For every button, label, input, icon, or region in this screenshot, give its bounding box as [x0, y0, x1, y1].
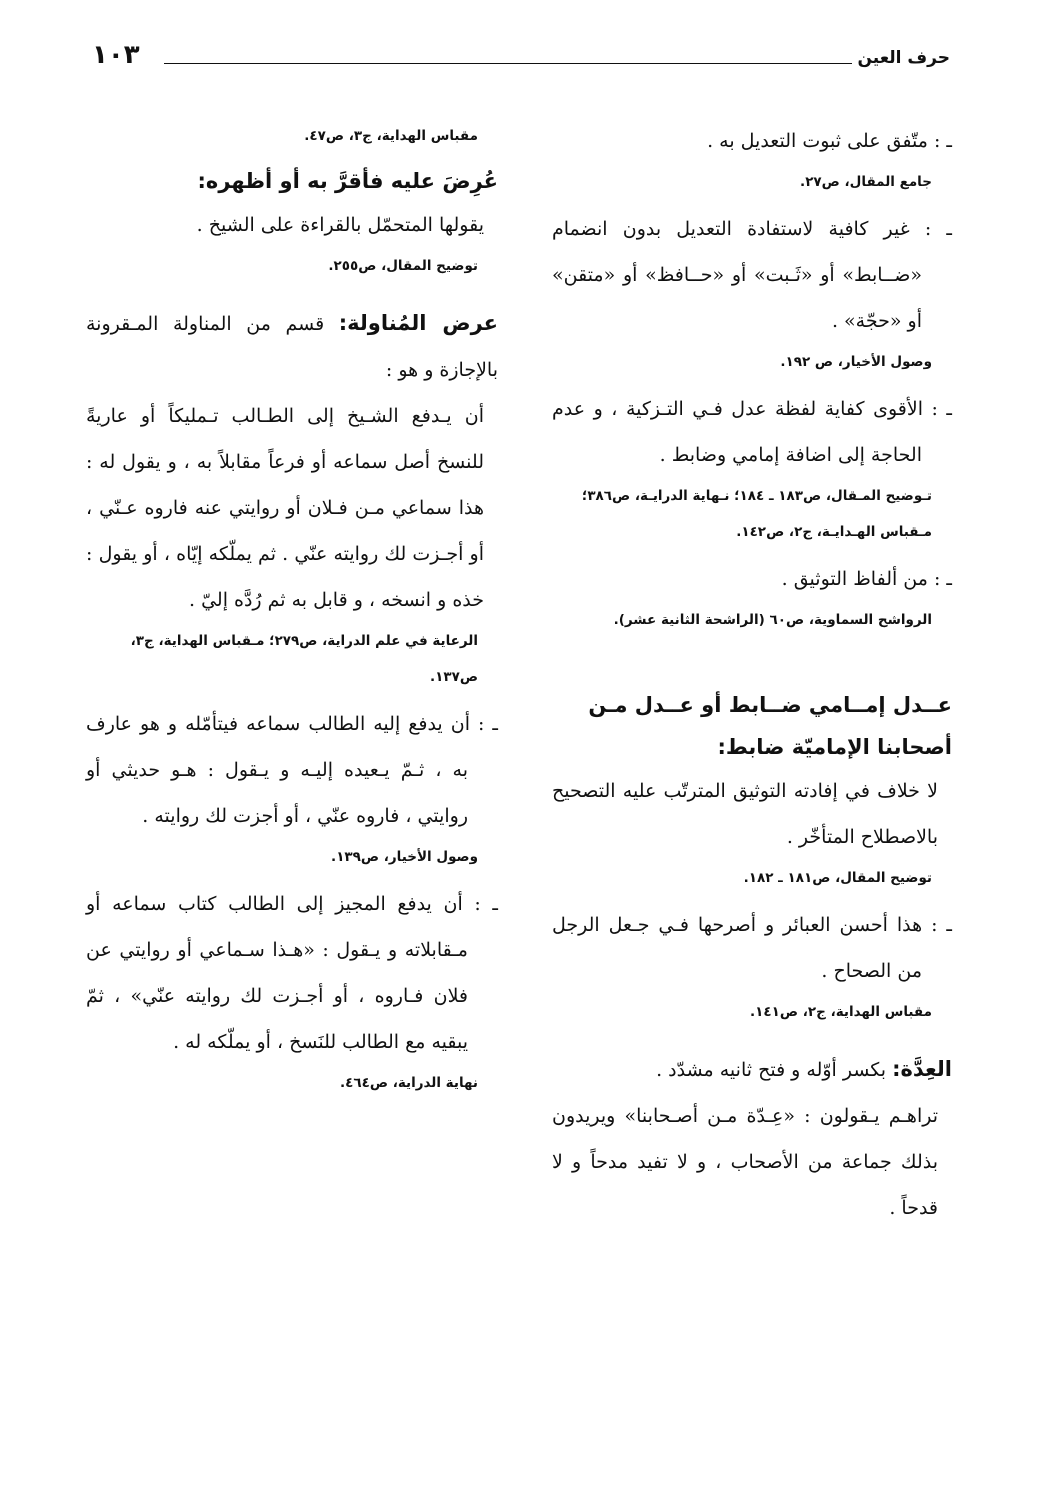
source-citation [86, 1065, 478, 1101]
entry-term: عرض المُناولة: [338, 311, 498, 335]
spacer [552, 644, 952, 684]
source-citation [552, 164, 932, 200]
definition-entry: ـ : متّفق على ثبوت التعديل به . [707, 130, 952, 152]
entry-with-term [552, 1046, 952, 1093]
source-citation [86, 623, 478, 695]
source-citation [86, 248, 478, 284]
definition-entry: ـ : الأقوى كفاية لفظة عدل فـي التـزكية ، و عدم الحاجة إلى اضافة إمامي وضابط . [552, 398, 952, 466]
entry-definition: قسم من المناولة المـقرونة بالإجازة و هو : [86, 313, 498, 381]
source-citation-text: توضيح المقال، ص٢٥٥. [328, 258, 478, 274]
source-citation-text: مقباس الهداية، ج٢، ص١٤١. [750, 1004, 932, 1020]
source-citation [552, 344, 932, 380]
source-citation [86, 118, 478, 154]
source-citation-text: توضيح المقال، ص١٨١ ـ ١٨٢. [743, 870, 932, 886]
source-citation [552, 478, 932, 550]
source-citation-text: وصول الأخيار، ص١٣٩. [331, 849, 478, 865]
definition-entry: ـ : غير كافية لاستفادة التعديل بدون انضمام «ضــابط» أو «ثَـبت» أو «حــافظ» أو «متقن» أو «حجّة» . [552, 218, 952, 332]
body-paragraph: يقولها المتحمّل بالقراءة على الشيخ . [196, 214, 484, 236]
source-citation-text: نهاية الدراية، ص٤٦٤. [339, 1075, 478, 1091]
source-citation-text: وصول الأخيار، ص ١٩٢. [780, 354, 932, 370]
source-citation [86, 839, 478, 875]
entry-heading: عُرِضَ عليه فأقرَّ به أو أظهره: [197, 169, 498, 193]
body-paragraph: تراهـم يـقولون : «عِـدّة مـن أصـحابنا» ويريدون بذلك جماعة من الأصحاب ، و لا تفيد مدحاً و لا قدحاً . [552, 1105, 938, 1219]
source-citation-text: الرواشح السماوية، ص٦٠ (الراشحة الثانية عشر). [613, 612, 932, 628]
source-citation-text: تـوضيح المـقال، ص١٨٣ ـ ١٨٤؛ نـهاية الدرايـة، ص٣٨٦؛ مـقباس الهـدايـة، ج٢، ص١٤٢. [581, 488, 932, 540]
header-rule [164, 63, 852, 64]
source-citation [552, 994, 932, 1030]
source-citation-text: الرعاية في علم الدراية، ص٢٧٩؛ مـقباس الهداية، ج٣، ص١٣٧. [130, 633, 478, 685]
definition-entry: ـ : أن يدفع المجيز إلى الطالب كتاب سماعه أو مـقابلاته و يـقول : «هـذا سـماعي أو روايتي عن فلان فـاروه ، أو أجـزت لك روايته عنّي» ، ثمّ يبقيه مع الطالب للنَسخ ، أو يملّكه له . [86, 893, 498, 1053]
entry-with-term [86, 300, 498, 393]
entry-heading: عــدل إمــامي ضــابط أو عــدل مـن أصحابنا الإماميّة ضابط: [588, 693, 952, 759]
definition-entry: ـ : أن يدفع إليه الطالب سماعه فيتأمّله و هو عارف به ، ثـمّ يـعيده إليـه و يـقول : هـو حديثي أو روايتي ، فاروه عنّي ، أو أجزت لك روايته . [86, 713, 498, 827]
source-citation [552, 602, 932, 638]
page-number: ١٠٣ [92, 40, 140, 70]
right-column [552, 118, 952, 1231]
entry-term: العِدَّة: [892, 1057, 952, 1081]
page-header [92, 40, 950, 80]
left-column [86, 118, 498, 1107]
entry-definition: بكسر أوّله و فتح ثانيه مشدّد . [656, 1059, 893, 1081]
body-paragraph: لا خلاف في إفادته التوثيق المترتّب عليه التصحيح بالاصطلاح المتأخّر . [552, 780, 938, 848]
body-paragraph: أن يـدفع الشـيخ إلى الطـالب تـمليكاً أو عاريةً للنسخ أصل سماعه أو فرعاً مقابلاً به ، و يقول له : هذا سماعي مـن فـلان أو روايتي عنه فاروه عـنّي ، أو أجـزت لك روايته عنّي . ثم يملّكه إيّاه ، أو يقول : خذه و انسخه ، و قابل به ثم رُدَّه إليّ . [86, 405, 484, 611]
spacer [552, 1036, 952, 1046]
definition-entry: ـ : هذا أحسن العبائر و أصرحها فـي جـعل الرجل من الصحاح . [552, 914, 952, 982]
definition-entry: ـ : من ألفاظ التوثيق . [781, 568, 952, 590]
source-citation-text: جامع المقال، ص٢٧. [800, 174, 932, 190]
source-citation-text: مقباس الهداية، ج٣، ص٤٧. [304, 128, 478, 144]
spacer [86, 290, 498, 300]
running-head-title: حرف العين [857, 48, 950, 68]
source-citation [552, 860, 932, 896]
